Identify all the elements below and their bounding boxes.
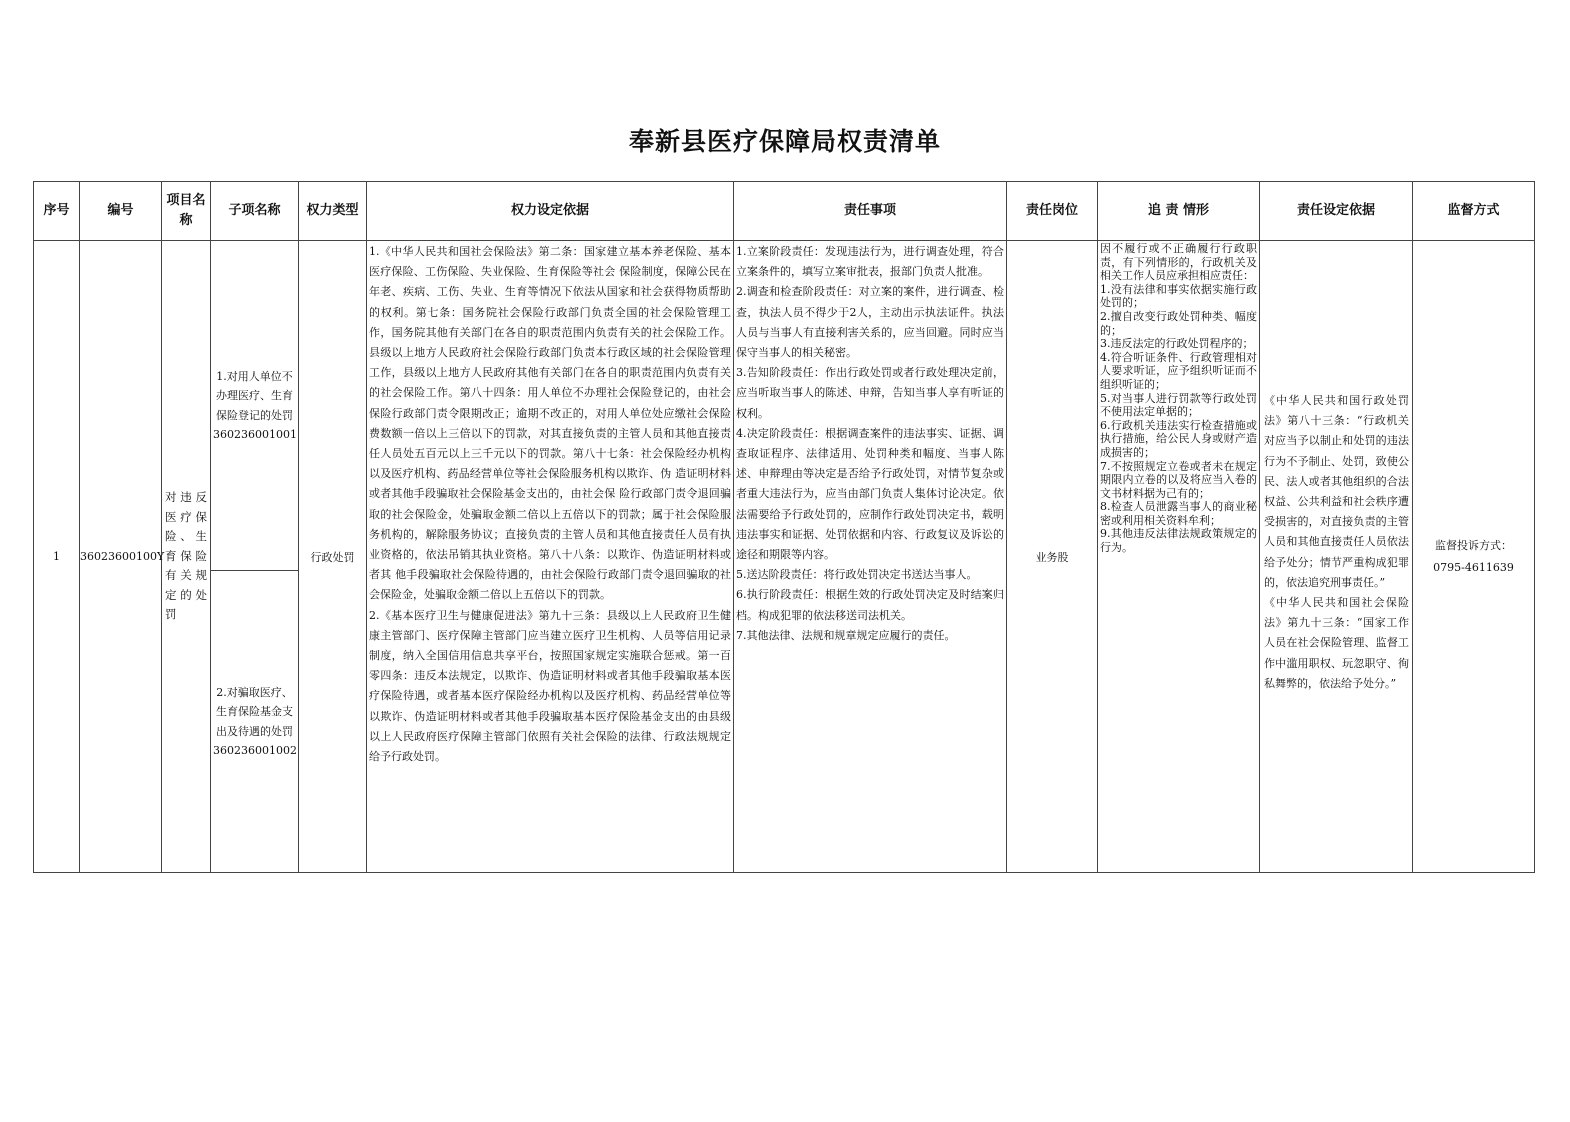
header-row bbox=[34, 182, 1535, 241]
code-cell: 36023600100Y bbox=[80, 241, 162, 873]
page-title: 奉新县医疗保障局权责清单 bbox=[628, 127, 941, 156]
power-basis-cell bbox=[367, 241, 734, 873]
header-power-basis: 权力设定依据 bbox=[367, 182, 734, 241]
supervision-phone: 0795-4611639 bbox=[1433, 560, 1514, 574]
header-resp-basis: 责任设定依据 bbox=[1260, 182, 1413, 241]
seq-cell: 1 bbox=[34, 241, 80, 873]
header-power-type: 权力类型 bbox=[299, 182, 367, 241]
responsibility-list-table bbox=[33, 181, 1535, 873]
power-type-cell: 行政处罚 bbox=[299, 241, 367, 873]
supervision-cell bbox=[1413, 241, 1535, 873]
accountability-text: 因不履行或不正确履行行政职责，有下列情形的，行政机关及相关工作人员应承担相应责任： 1.没有法律和事实依据实施行政处罚的； 2.擅自改变行政处罚种类、幅度的； 3.违反法定的行政处罚程序的； 4.符合听证条件、行政管理相对人要求听证，应予组织听证而不组织听证的； 5.对当事人进行罚款等行政处罚不使用法定单据的； 6.行政机关违法实行检查措施或执行措施，给公民人身或财产造成损害的； 7.不按照规定立卷或者未在规定期限内立卷的以及将应当入卷的文书材料据为己有的； 8.检查人员泄露当事人的商业秘密或利用相关资料牟利； 9.其他违反法律法规政策规定的行为。 bbox=[1100, 242, 1257, 555]
sub-item-code: 360236001002 bbox=[213, 744, 297, 757]
supervision-label: 监督投诉方式： bbox=[1435, 538, 1512, 552]
responsibility-cell bbox=[734, 241, 1007, 873]
header-seq: 序号 bbox=[34, 182, 80, 241]
project-name: 对违反医疗保险、生育保险有关规定的处罚 bbox=[165, 490, 207, 622]
header-supervision: 监督方式 bbox=[1413, 182, 1535, 241]
header-project-name: 项目名称 bbox=[162, 182, 211, 241]
accountability-cell bbox=[1098, 241, 1260, 873]
sub-item-cell-2 bbox=[211, 571, 299, 873]
sub-item-label: 1.对用人单位不办理医疗、生育保险登记的处罚 bbox=[216, 369, 293, 422]
resp-basis-cell bbox=[1260, 241, 1413, 873]
post-cell: 业务股 bbox=[1007, 241, 1098, 873]
sub-item-label: 2.对骗取医疗、生育保险基金支出及待遇的处罚 bbox=[216, 685, 293, 738]
header-accountability: 追 责 情形 bbox=[1098, 182, 1260, 241]
header-code: 编号 bbox=[80, 182, 162, 241]
header-sub-name: 子项名称 bbox=[211, 182, 299, 241]
sub-item-cell-1 bbox=[211, 241, 299, 571]
power-basis-text: 1.《中华人民共和国社会保险法》第二条：国家建立基本养老保险、基本医疗保险、工伤保险、失业保险、生育保险等社会 保险制度，保障公民在年老、疾病、工伤、失业、生育等情况下依法从国家和社会获得物质帮助的权利。第七条：国务院社会保险行政部门负责全国的社会保险管理工作，国务院其他有关部门在各自的职责范围内负责有关的社会保险工作。县级以上地方人民政府社会保险行政部门负责本行政区域的社会保险管理工作，县级以上地方人民政府其他有关部门在各自的职责范围内负责有关的社会保险工作。第八十四条：用人单位不办理社会保险登记的，由社会保险行政部门责令限期改正；逾期不改正的，对用人单位处应缴社会保险费数额一倍以上三倍以下的罚款，对其直接负责的主管人员和其他直接责任人员处五百元以上三千元以下的罚款。第八十七条：社会保险经办机构以及医疗机构、药品经营单位等社会保险服务机构以欺诈、伪 造证明材料或者其他手段骗取社会保险基金支出的，由社会保 险行政部门责令退回骗取的社会保险金，处骗取金额二倍以上五倍以下的罚款；属于社会保险服务机构的，解除服务协议；直接负责的主管人员和其他直接责任人员有执业资格的，依法吊销其执业资格。第八十八条：以欺诈、伪造证明材料或者其 他手段骗取社会保险待遇的，由社会保险行政部门责令退回骗取的社会保险金，处骗取金额二倍以上五倍以下的罚款。 2.《基本医疗卫生与健康促进法》第九十三条：县级以上人民政府卫生健康主管部门、医疗保障主管部门应当建立医疗卫生机构、人员等信用记录制度，纳入全国信用信息共享平台，按照国家规定实施联合惩戒。第一百零四条：违反本法规定，以欺诈、伪造证明材料或者其他手段骗取基本医疗保险待遇，或者基本医疗保险经办机构以及医疗机构、药品经营单位等以欺诈、伪造证明材料或者其他手段骗取基本医疗保险基金支出的由县级以上人民政府医疗保障主管部门依照有关社会保险的法律、行政法规规定给予行政处罚。 bbox=[369, 245, 731, 764]
header-responsibility: 责任事项 bbox=[734, 182, 1007, 241]
sub-item-code: 360236001001 bbox=[213, 428, 297, 441]
project-name-cell bbox=[162, 241, 211, 873]
responsibility-text: 1.立案阶段责任：发现违法行为，进行调查处理，符合立案条件的，填写立案审批表，报部门负责人批准。 2.调查和检查阶段责任：对立案的案件，进行调查、检查，执法人员不得少于2人，主动出示执法证件。执法人员与当事人有直接利害关系的，应当回避。同时应当保守当事人的相关秘密。 3.告知阶段责任：作出行政处罚或者行政处理决定前，应当听取当事人的陈述、申辩，告知当事人享有听证的权利。 4.决定阶段责任：根据调查案件的违法事实、证据、调查取证程序、法律适用、处罚种类和幅度、当事人陈述、申辩理由等决定是否给予行政处罚，对情节复杂或者重大违法行为，应当由部门负责人集体讨论决定。依法需要给予行政处罚的，应制作行政处罚决定书，载明违法事实和证据、处罚依据和内容、行政复议及诉讼的途径和期限等内容。 5.送达阶段责任：将行政处罚决定书送达当事人。 6.执行阶段责任：根据生效的行政处罚决定及时结案归档。构成犯罪的依法移送司法机关。 7.其他法律、法规和规章规定应履行的责任。 bbox=[736, 245, 1004, 642]
table-row bbox=[34, 241, 1535, 571]
header-post: 责任岗位 bbox=[1007, 182, 1098, 241]
resp-basis-text: 《中华人民共和国行政处罚法》第八十三条：“行政机关对应当予以制止和处罚的违法行为不予制止、处罚，致使公民、法人或者其他组织的合法权益、公共利益和社会秩序遭受损害的，对直接负责的主管人员和其他直接责任人员依法给予处分；情节严重构成犯罪的，依法追究刑事责任。” 《中华人民共和国社会保险法》第九十三条：“国家工作人员在社会保险管理、监督工作中滥用职权、玩忽职守、徇私舞弊的，依法给予处分。” bbox=[1264, 394, 1409, 690]
